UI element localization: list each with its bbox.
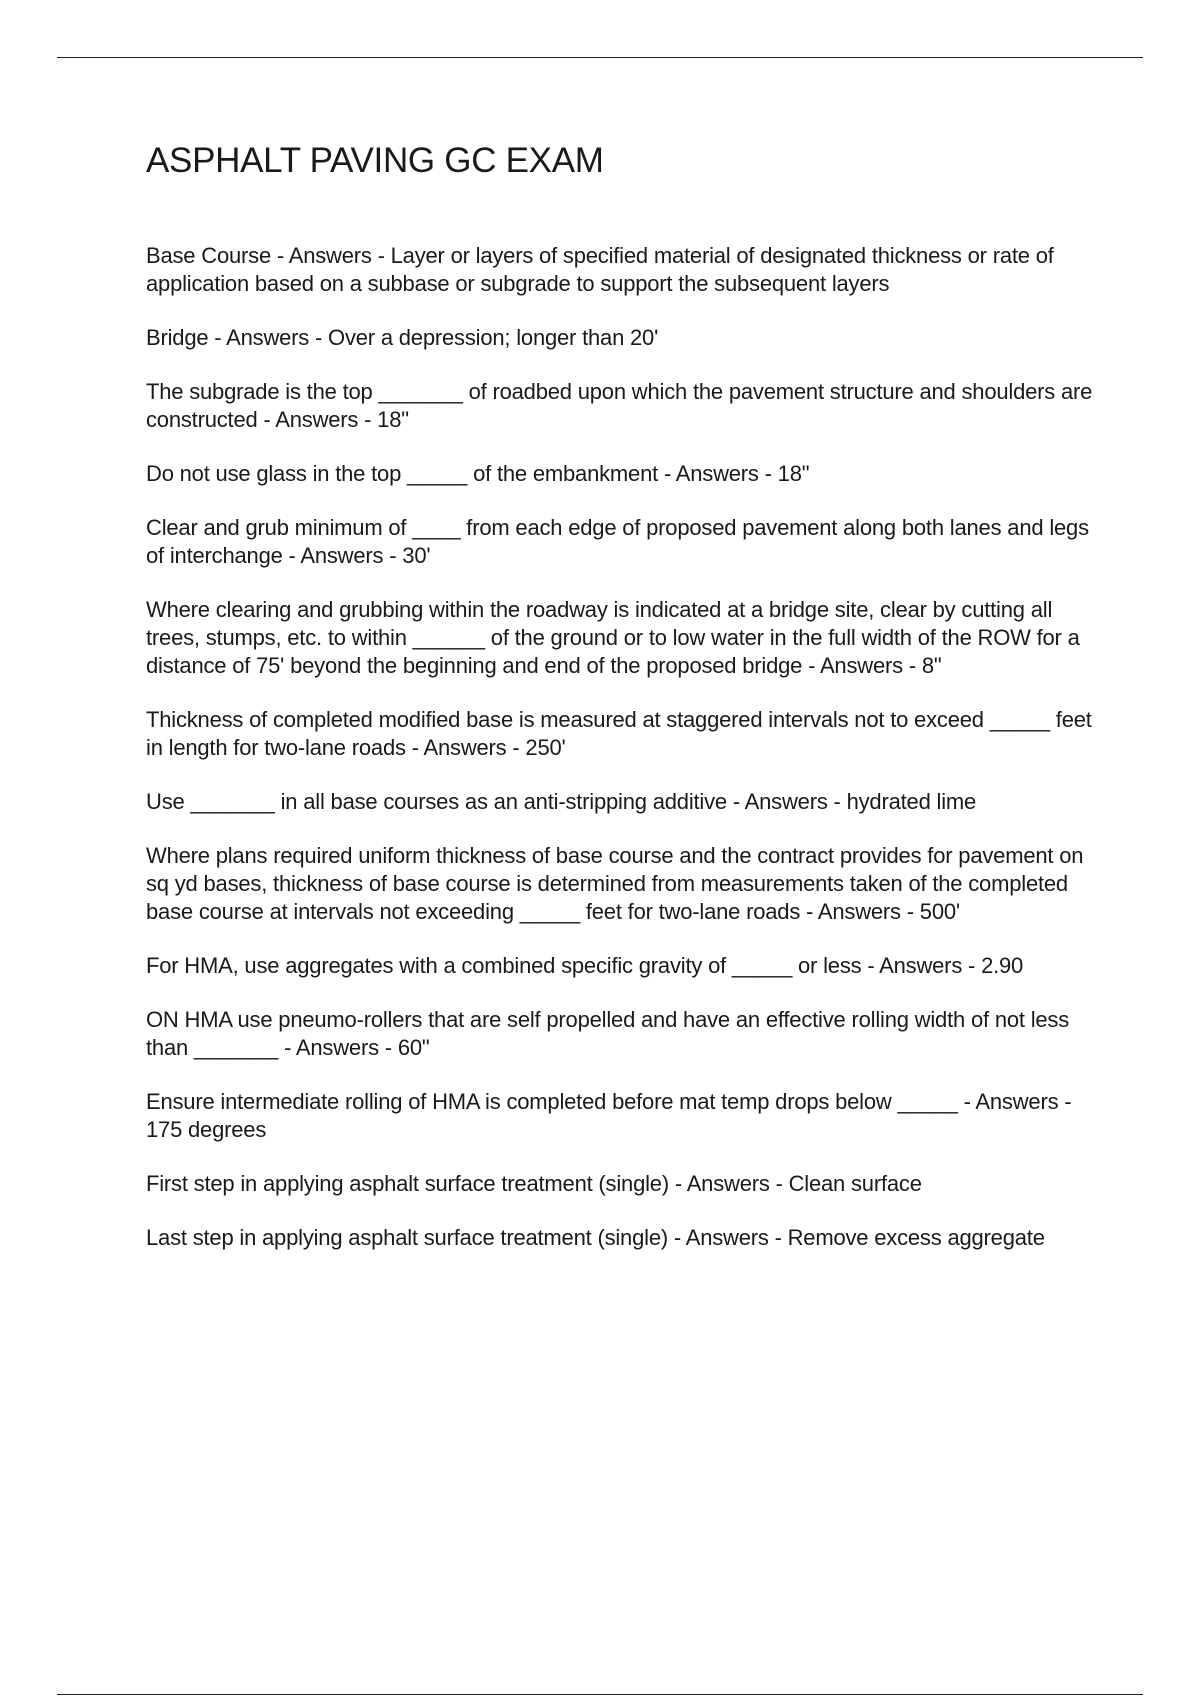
qa-item-5: Clear and grub minimum of ____ from each edge of proposed pavement along both lanes and legs of interchange - Answers - 30' [146,515,1089,568]
qa-item-4: Do not use glass in the top _____ of the embankment - Answers - 18" [146,461,810,486]
qa-item-11: ON HMA use pneumo-rollers that are self propelled and have an effective rolling width of not less than _______ - Answers - 60" [146,1007,1070,1060]
qa-list [146,242,1096,1252]
qa-item-9: Where plans required uniform thickness of base course and the contract provides for pavement on sq yd bases, thickness of base course is determined from measurements taken of the completed base course at intervals not exceeding _____ feet for two-lane roads - Answers - 500' [146,843,1084,924]
document-title: ASPHALT PAVING GC EXAM [146,141,604,180]
qa-item-13: First step in applying asphalt surface treatment (single) - Answers - Clean surface [146,1171,922,1196]
qa-item-2: Bridge - Answers - Over a depression; longer than 20' [146,325,659,350]
qa-item-7: Thickness of completed modified base is measured at staggered intervals not to exceed _____ feet in length for two-lane roads - Answers - 250' [146,707,1092,760]
document-body [146,140,1096,1278]
qa-item-10: For HMA, use aggregates with a combined specific gravity of _____ or less - Answers - 2.90 [146,953,1024,978]
qa-item-3: The subgrade is the top _______ of roadbed upon which the pavement structure and shoulders are constructed - Answers - 18" [146,379,1093,432]
top-divider [57,57,1143,58]
bottom-divider [57,1694,1143,1695]
qa-item-1: Base Course - Answers - Layer or layers of specified material of designated thickness or rate of application based on a subbase or subgrade to support the subsequent layers [146,243,1054,296]
qa-item-6: Where clearing and grubbing within the roadway is indicated at a bridge site, clear by cutting all trees, stumps, etc. to within ______ of the ground or to low water in the full width of the ROW for a distance of 75' beyond the beginning and end of the proposed bridge - Answers - 8" [146,597,1080,678]
qa-item-8: Use _______ in all base courses as an anti-stripping additive - Answers - hydrated lime [146,789,977,814]
qa-item-14: Last step in applying asphalt surface treatment (single) - Answers - Remove excess aggregate [146,1225,1045,1250]
qa-item-12: Ensure intermediate rolling of HMA is completed before mat temp drops below _____ - Answers - 175 degrees [146,1089,1072,1142]
